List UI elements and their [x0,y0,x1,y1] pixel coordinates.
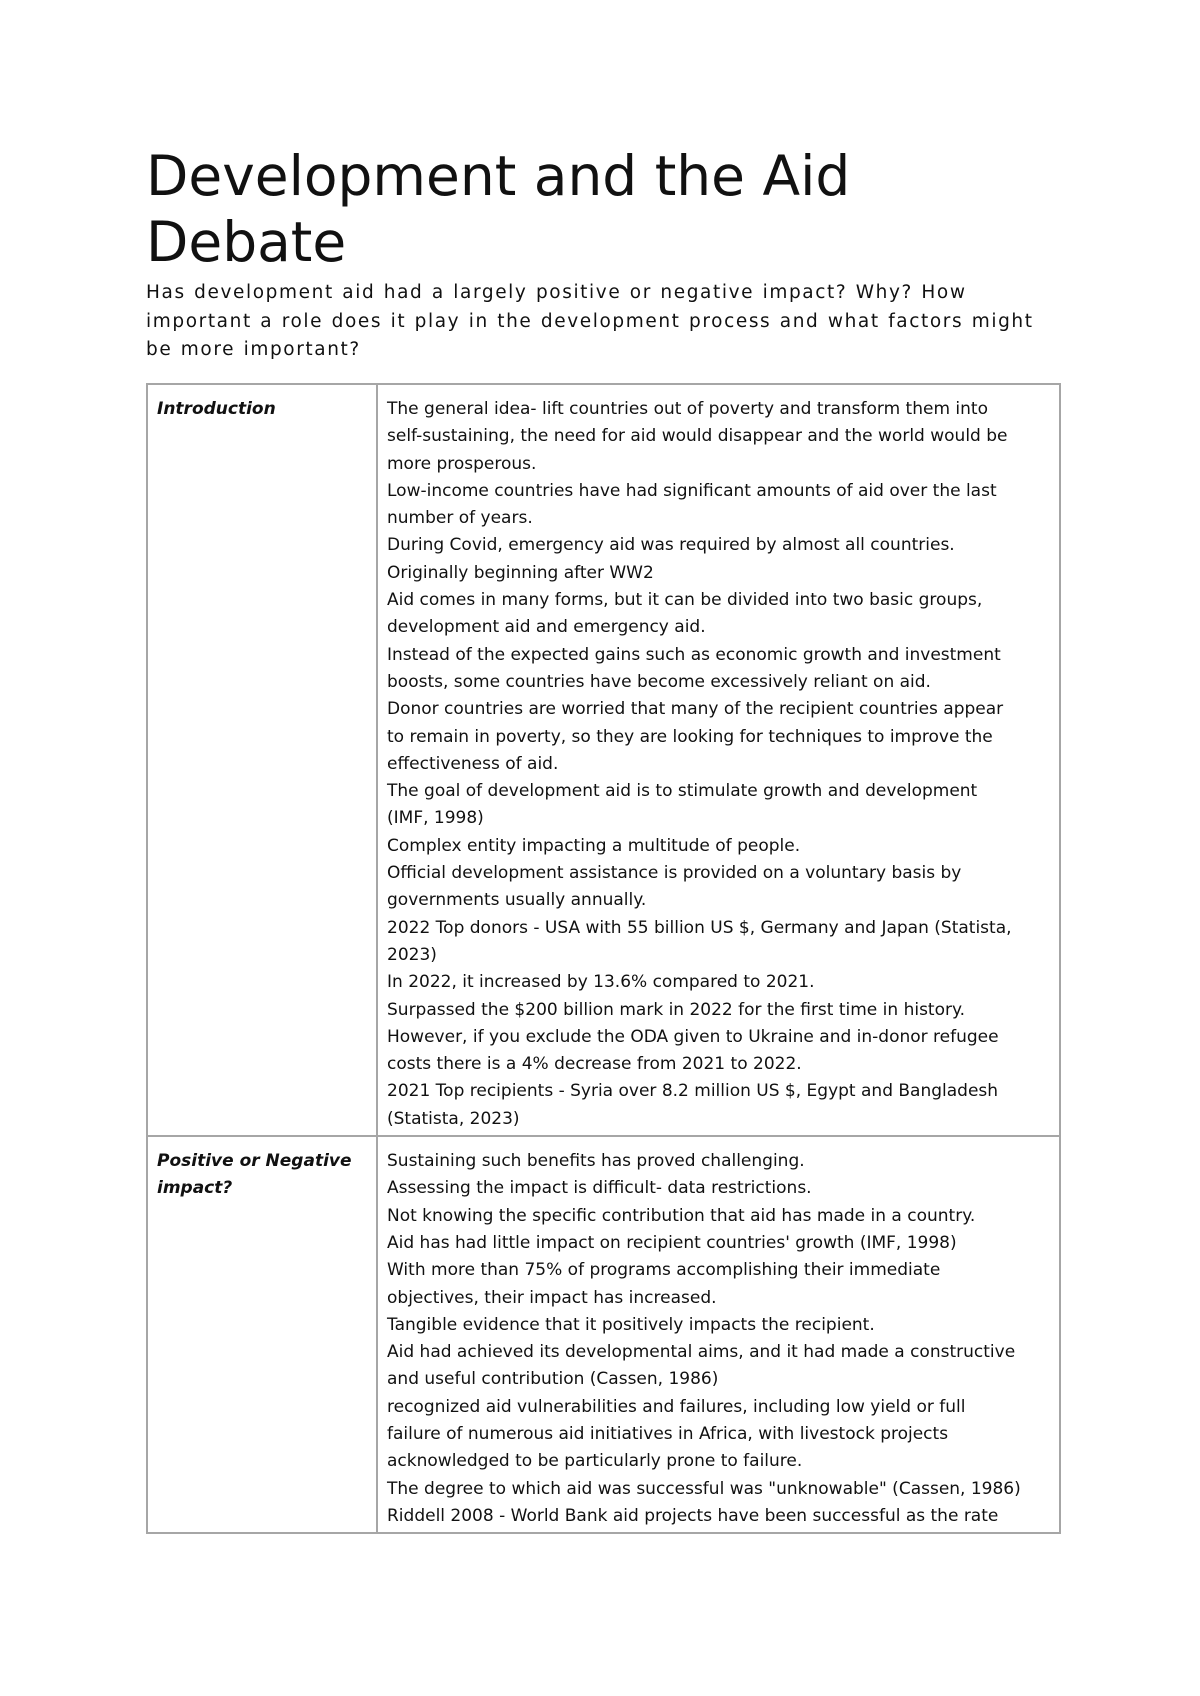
note-line: recognized aid vulnerabilities and failures, including low yield or full [387,1396,966,1417]
table-row [147,384,1060,1136]
notes-table [146,383,1061,1534]
page-title [146,143,1046,275]
note-line: Originally beginning after WW2 [387,562,654,583]
title-line: Debate [146,210,347,274]
note-line: costs there is a 4% decrease from 2021 to 2022. [387,1054,802,1075]
note-line: Surpassed the $200 billion mark in 2022 for the first time in history. [387,999,966,1020]
note-line: boosts, some countries have become excessively reliant on aid. [387,671,931,692]
note-line: Aid comes in many forms, but it can be divided into two basic groups, [387,590,983,611]
note-line: During Covid, emergency aid was required by almost all countries. [387,535,955,556]
note-line: In 2022, it increased by 13.6% compared to 2021. [387,972,815,993]
note-line: However, if you exclude the ODA given to Ukraine and in-donor refugee [387,1026,999,1047]
note-line: Low-income countries have had significant amounts of aid over the last [387,480,997,501]
essay-question: Has development aid had a largely positive or negative impact? Why? How important a role does it play in the development process and what factors might be more important? [146,282,1034,360]
note-line: Sustaining such benefits has proved challenging. [387,1151,805,1172]
note-line: Donor countries are worried that many of the recipient countries appear [387,699,1004,720]
note-line: effectiveness of aid. [387,753,559,774]
note-line: and useful contribution (Cassen, 1986) [387,1369,719,1390]
note-line: 2021 Top recipients - Syria over 8.2 million US $, Egypt and Bangladesh [387,1081,999,1102]
note-line: to remain in poverty, so they are looking for techniques to improve the [387,726,993,747]
note-line: Assessing the impact is difficult- data restrictions. [387,1178,812,1199]
title-line: Development and the Aid [146,144,851,208]
note-line: more prosperous. [387,453,537,474]
note-line: Official development assistance is provided on a voluntary basis by [387,863,962,884]
note-line: Not knowing the specific contribution that aid has made in a country. [387,1205,976,1226]
row-content [377,1136,1060,1533]
note-line: self-sustaining, the need for aid would disappear and the world would be [387,426,1008,447]
note-line: Tangible evidence that it positively impacts the recipient. [387,1314,875,1335]
row-label: Introduction [147,384,377,1136]
note-line: The goal of development aid is to stimulate growth and development [387,781,978,802]
note-line: objectives, their impact has increased. [387,1287,717,1308]
note-line: The degree to which aid was successful was "unknowable" (Cassen, 1986) [387,1478,1021,1499]
note-line: (Statista, 2023) [387,1108,520,1129]
note-line: development aid and emergency aid. [387,617,706,638]
note-line: Aid has had little impact on recipient countries' growth (IMF, 1998) [387,1232,957,1253]
note-line: 2023) [387,944,437,965]
row-label: Positive or Negative impact? [147,1136,377,1533]
note-line: governments usually annually. [387,890,647,911]
note-line: With more than 75% of programs accomplishing their immediate [387,1260,941,1281]
note-line: failure of numerous aid initiatives in Africa, with livestock projects [387,1423,949,1444]
note-line: number of years. [387,508,533,529]
row-content [377,384,1060,1136]
note-line: (IMF, 1998) [387,808,484,829]
note-line: acknowledged to be particularly prone to failure. [387,1451,803,1472]
note-line: Complex entity impacting a multitude of people. [387,835,801,856]
note-line: Riddell 2008 - World Bank aid projects have been successful as the rate [387,1505,999,1526]
note-line: Aid had achieved its developmental aims, and it had made a constructive [387,1342,1016,1363]
note-line: Instead of the expected gains such as economic growth and investment [387,644,1001,665]
note-line: 2022 Top donors - USA with 55 billion US $, Germany and Japan (Statista, [387,917,1012,938]
table-row [147,1136,1060,1533]
note-line: The general idea- lift countries out of poverty and transform them into [387,399,988,419]
